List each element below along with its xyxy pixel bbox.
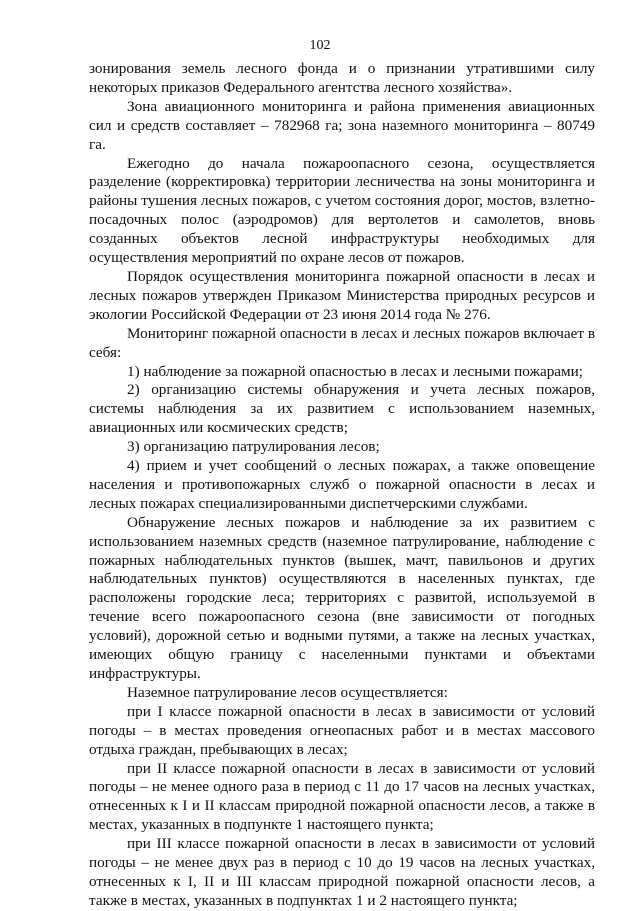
paragraph: Ежегодно до начала пожароопасного сезона, осуществляется разделение (корректировка) территории лесничества на зоны мониторинга и районы тушения лесных пожаров, с учетом состояния дорог, мостов, взлетно-посадочных полос (аэродромов) для вертолетов и самолетов, вновь созданных объектов лесной инфраструктуры необходимых для осуществления мероприятий по охране лесов от пожаров. bbox=[89, 154, 595, 267]
paragraph: Обнаружение лесных пожаров и наблюдение за их развитием с использованием наземных средств (наземное патрулирование, наблюдение с пожарных наблюдательных пунктов (вышек, мачт, павильонов и других наблюдательных пунктов) осуществляются в населенных пунктах, где расположены городские леса; территориях с развитой, используемой в течение всего пожароопасного сезона (вне зависимости от погодных условий), дорожной сетью и водными путями, а также на лесных участках, имеющих общую границу с населенными пунктами и объектами инфраструктуры. bbox=[89, 513, 595, 682]
paragraph: Порядок осуществления мониторинга пожарной опасности в лесах и лесных пожаров утвержден Приказом Министерства природных ресурсов и экологии Российской Федерации от 23 июня 2014 года № 276. bbox=[89, 267, 595, 323]
list-item: 1) наблюдение за пожарной опасностью в лесах и лесными пожарами; bbox=[127, 362, 584, 380]
paragraph: Зона авиационного мониторинга и района применения авиационных сил и средств составляет – 782968 га; зона наземного мониторинга – 80749 га. bbox=[89, 97, 595, 153]
paragraph: Мониторинг пожарной опасности в лесах и лесных пожаров включает в себя: bbox=[89, 324, 595, 361]
list-item: 4) прием и учет сообщений о лесных пожарах, а также оповещение населения и противопожарных служб о пожарной опасности в лесах и лесных пожарах специализированными диспетчерскими службами. bbox=[89, 457, 595, 512]
page-number: 102 bbox=[309, 38, 331, 53]
paragraph: при III классе пожарной опасности в лесах в зависимости от условий погоды – не менее двух раз в период с 10 до 19 часов на лесных участках, отнесенных к I, II и III классам природной пожарной опасности лесов, а также в местах, указанных в подпунктах 1 и 2 настоящего пункта; bbox=[89, 835, 595, 909]
list-item: 2) организацию системы обнаружения и учета лесных пожаров, системы наблюдения за их развитием с использованием наземных, авиационных или космических средств; bbox=[89, 381, 595, 437]
paragraph: при I классе пожарной опасности в лесах в зависимости от условий погоды – в местах проведения огнеопасных работ и в местах массового отдыха граждан, пребывающих в лесах; bbox=[89, 702, 595, 758]
paragraph: Наземное патрулирование лесов осуществляется: bbox=[127, 683, 448, 701]
paragraph: зонирования земель лесного фонда и о признании утратившими силу некоторых приказов Федерального агентства лесного хозяйства». bbox=[89, 60, 595, 96]
list-item: 3) организацию патрулирования лесов; bbox=[127, 438, 380, 456]
document-body bbox=[89, 60, 595, 911]
paragraph: при II классе пожарной опасности в лесах в зависимости от условий погоды – не менее одного раза в период с 11 до 17 часов на лесных участках, отнесенных к I и II классам природной пожарной опасности лесов, а также в местах, указанных в подпункте 1 настоящего пункта; bbox=[89, 759, 595, 834]
